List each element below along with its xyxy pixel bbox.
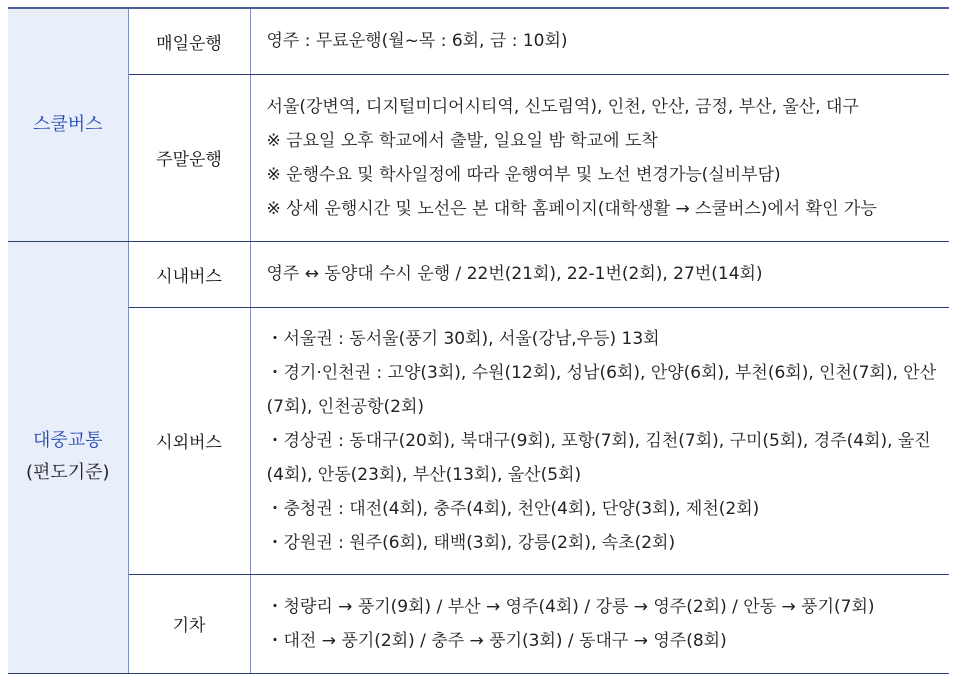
content-city-bus (250, 241, 949, 307)
content-line: 영주 ↔ 동양대 수시 운행 / 22번(21회), 22-1번(2회), 27번(14회) (266, 264, 763, 284)
content-line: ・서울권 : 동서울(풍기 30회), 서울(강남,우등) 13회 (266, 328, 660, 349)
content-note: ※ 금요일 오후 학교에서 출발, 일요일 밤 학교에 도착 (266, 130, 658, 151)
table-row (8, 307, 949, 574)
content-line: ・대전 → 풍기(2회) / 충주 → 풍기(3회) / 동대구 → 영주(8회) (266, 630, 727, 651)
table-row (8, 74, 949, 241)
content-train (250, 574, 949, 673)
content-note: ※ 운행수요 및 학사일정에 따라 운행여부 및 노선 변경가능(실비부담) (266, 164, 781, 185)
category-public-transport (8, 241, 128, 673)
table-row (8, 574, 949, 673)
content-intercity-bus (250, 307, 949, 574)
category-sublabel: (편도기준) (25, 462, 110, 483)
content-line: 영주 : 무료운행(월~목 : 6회, 금 : 10회) (266, 31, 568, 52)
table-row (8, 241, 949, 307)
transport-table (8, 7, 949, 674)
subcategory-intercity-bus: 시외버스 (128, 307, 250, 574)
content-line: ・청량리 → 풍기(9회) / 부산 → 영주(4회) / 강릉 → 영주(2회) / 안동 → 풍기(7회) (266, 596, 875, 617)
content-line: ・강원권 : 원주(6회), 태백(3회), 강릉(2회), 속초(2회) (266, 532, 676, 553)
category-label: 대중교통 (32, 430, 103, 451)
content-note: ※ 상세 운행시간 및 노선은 본 대학 홈페이지(대학생활 → 스쿨버스)에서 확인 가능 (266, 198, 877, 219)
table-row (8, 8, 949, 74)
subcategory-weekend: 주말운행 (128, 74, 250, 241)
content-daily (250, 8, 949, 74)
subcategory-daily: 매일운행 (128, 8, 250, 74)
subcategory-city-bus: 시내버스 (128, 241, 250, 307)
category-label: 스쿨버스 (32, 113, 103, 135)
category-school-bus (8, 8, 128, 241)
content-line: ・충청권 : 대전(4회), 충주(4회), 천안(4회), 단양(3회), 제천(2회) (266, 498, 760, 519)
content-line: ・경기·인천권 : 고양(3회), 수원(12회), 성남(6회), 안양(6회), 부천(6회), 인천(7회), 안산(7회), 인천공항(2회) (266, 362, 937, 417)
content-line: 서울(강변역, 디지털미디어시티역, 신도림역), 인천, 안산, 금정, 부산, 울산, 대구 (266, 96, 859, 117)
content-weekend (250, 74, 949, 241)
subcategory-train: 기차 (128, 574, 250, 673)
content-line: ・경상권 : 동대구(20회), 북대구(9회), 포항(7회), 김천(7회), 구미(5회), 경주(4회), 울진(4회), 안동(23회), 부산(13회), 울산(5회) (266, 430, 931, 485)
